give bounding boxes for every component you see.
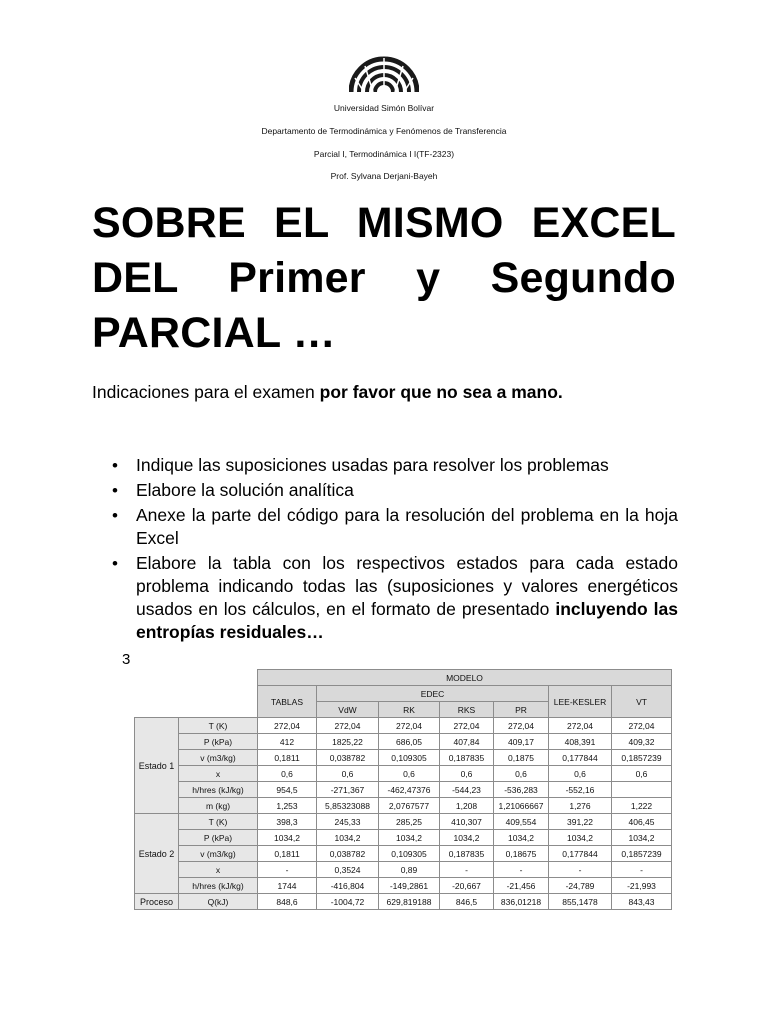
table-cell: 272,04 (379, 718, 440, 734)
table-cell: 0,109305 (379, 846, 440, 862)
table-cell: 0,6 (379, 766, 440, 782)
list-item-text: Elabore la tabla con los respectivos estados para cada estado problema indicando todas las (suposiciones y valores energéticos usados en los cálculos, en el formato de presentado (136, 553, 678, 619)
table-cell: 0,6 (258, 766, 317, 782)
table-cell: 409,17 (494, 734, 549, 750)
table-cell: 1,253 (258, 798, 317, 814)
table-cell: 409,32 (612, 734, 672, 750)
table-cell: 0,038782 (317, 846, 379, 862)
table-row (135, 830, 672, 846)
vdw-header: VdW (317, 702, 379, 718)
table-cell: 1034,2 (379, 830, 440, 846)
table-cell: 0,1811 (258, 846, 317, 862)
table-cell: -21,993 (612, 878, 672, 894)
table-cell: 686,05 (379, 734, 440, 750)
table-cell: 1,208 (440, 798, 494, 814)
table-cell: 410,307 (440, 814, 494, 830)
page-title (92, 196, 676, 361)
table-row (135, 718, 672, 734)
list-item-text: Indique las suposiciones usadas para resolver los problemas (136, 455, 609, 475)
table-cell: 0,177844 (549, 750, 612, 766)
university-logo (349, 52, 419, 94)
title-line-2: DEL Primer y Segundo (92, 254, 676, 302)
table-cell: 0,89 (379, 862, 440, 878)
title-line-1: SOBRE EL MISMO EXCEL (92, 199, 676, 247)
table-cell: -20,667 (440, 878, 494, 894)
table-cell: 836,01218 (494, 894, 549, 910)
table-cell: 1,21066667 (494, 798, 549, 814)
table-cell: - (440, 862, 494, 878)
modelo-header: MODELO (258, 670, 672, 686)
table-cell: 0,6 (494, 766, 549, 782)
table-cell: 1034,2 (258, 830, 317, 846)
list-item (112, 454, 678, 477)
list-item-bold: incluyendo las entropías residuales… (136, 599, 679, 642)
bullet-icon: • (112, 554, 118, 573)
professor-name: Prof. Sylvana Derjani-Bayeh (330, 171, 438, 181)
table-cell: 272,04 (258, 718, 317, 734)
table-cell: - (612, 862, 672, 878)
row-label: h/hres (kJ/kg) (179, 878, 258, 894)
row-label: P (kPa) (179, 830, 258, 846)
table-cell: 0,187835 (440, 846, 494, 862)
table-cell: 272,04 (494, 718, 549, 734)
table-cell: 0,1857239 (612, 750, 672, 766)
table-cell: -24,789 (549, 878, 612, 894)
table-cell: 0,18675 (494, 846, 549, 862)
table-cell: 5,85323088 (317, 798, 379, 814)
table-cell: - (549, 862, 612, 878)
instructions-prefix: Indicaciones para el examen (92, 382, 320, 402)
table-cell: 272,04 (549, 718, 612, 734)
table-row (135, 814, 672, 830)
table-cell: 412 (258, 734, 317, 750)
table-cell: 1034,2 (612, 830, 672, 846)
table-cell: 1744 (258, 878, 317, 894)
row-label: Q(kJ) (179, 894, 258, 910)
pr-header: PR (494, 702, 549, 718)
row-label: T (K) (179, 814, 258, 830)
table-cell: 0,187835 (440, 750, 494, 766)
table-cell: 272,04 (612, 718, 672, 734)
row-label: x (179, 766, 258, 782)
title-line-3: PARCIAL … (92, 309, 336, 357)
instructions-bold: por favor que no sea a mano. (319, 382, 563, 402)
table-cell: 1825,22 (317, 734, 379, 750)
table-cell: 1034,2 (440, 830, 494, 846)
table-cell: 0,3524 (317, 862, 379, 878)
table-cell: 0,1875 (494, 750, 549, 766)
table-cell (612, 782, 672, 798)
table-cell: 0,6 (440, 766, 494, 782)
table-cell: 0,6 (317, 766, 379, 782)
table-cell: -1004,72 (317, 894, 379, 910)
row-label: x (179, 862, 258, 878)
table-cell: - (258, 862, 317, 878)
course-name: Parcial I, Termodinámica I I(TF-2323) (313, 149, 455, 159)
rk-header: RK (379, 702, 440, 718)
table-cell: 409,554 (494, 814, 549, 830)
list-item (112, 504, 678, 550)
table-cell: -552,16 (549, 782, 612, 798)
department-name: Departamento de Termodinámica y Fenómenos de Transferencia (261, 126, 507, 136)
rks-header: RKS (440, 702, 494, 718)
table-cell: 0,6 (612, 766, 672, 782)
table-cell: 0,1857239 (612, 846, 672, 862)
table-cell: 285,25 (379, 814, 440, 830)
estado-2-label: Estado 2 (135, 814, 179, 894)
table-cell: 1,222 (612, 798, 672, 814)
estado-1-label: Estado 1 (135, 718, 179, 814)
table-cell: -271,367 (317, 782, 379, 798)
list-item-text: Elabore la solución analítica (136, 480, 354, 500)
row-label: v (m3/kg) (179, 846, 258, 862)
table-cell: 245,33 (317, 814, 379, 830)
table-cell: -544,23 (440, 782, 494, 798)
table-cell: -536,283 (494, 782, 549, 798)
university-name: Universidad Simón Bolívar (333, 103, 435, 113)
list-item (112, 479, 678, 502)
table-cell: -416,804 (317, 878, 379, 894)
table-cell: 0,177844 (549, 846, 612, 862)
table-cell: 408,391 (549, 734, 612, 750)
table-row (135, 862, 672, 878)
table-cell: 1034,2 (494, 830, 549, 846)
table-row (135, 798, 672, 814)
table-cell: 272,04 (440, 718, 494, 734)
instructions (92, 380, 692, 404)
table-row (135, 750, 672, 766)
table-cell: 0,1811 (258, 750, 317, 766)
results-table (134, 669, 672, 910)
lee-kesler-header: LEE-KESLER (549, 686, 612, 718)
table-cell: 843,43 (612, 894, 672, 910)
table-cell: 1,276 (549, 798, 612, 814)
bullet-icon: • (112, 456, 118, 475)
table-cell: 0,109305 (379, 750, 440, 766)
number-label: 3 (122, 651, 131, 668)
list-item (112, 552, 678, 644)
table-cell: 848,6 (258, 894, 317, 910)
row-label: h/hres (kJ/kg) (179, 782, 258, 798)
row-label: T (K) (179, 718, 258, 734)
table-cell: 2,0767577 (379, 798, 440, 814)
table-cell: 855,1478 (549, 894, 612, 910)
table-row (135, 734, 672, 750)
table-cell: 0,038782 (317, 750, 379, 766)
table-row (135, 894, 672, 910)
row-label: P (kPa) (179, 734, 258, 750)
proceso-label: Proceso (135, 894, 179, 910)
table-cell: 407,84 (440, 734, 494, 750)
table-cell: 954,5 (258, 782, 317, 798)
table-cell: 0,6 (549, 766, 612, 782)
table-cell: 272,04 (317, 718, 379, 734)
table-row (135, 766, 672, 782)
table-cell: 629,819188 (379, 894, 440, 910)
table-row (135, 846, 672, 862)
table-cell: -21,456 (494, 878, 549, 894)
list-item-text: Anexe la parte del código para la resolución del problema en la hoja Excel (136, 505, 678, 548)
tablas-header: TABLAS (258, 686, 317, 718)
table-cell: 1034,2 (317, 830, 379, 846)
row-label: m (kg) (179, 798, 258, 814)
instructions-list (112, 454, 678, 646)
bullet-icon: • (112, 481, 118, 500)
table-cell: 398,3 (258, 814, 317, 830)
table-cell: 406,45 (612, 814, 672, 830)
table-cell: -462,47376 (379, 782, 440, 798)
row-label: v (m3/kg) (179, 750, 258, 766)
table-cell: 1034,2 (549, 830, 612, 846)
table-cell: - (494, 862, 549, 878)
table-cell: 391,22 (549, 814, 612, 830)
table-cell: 846,5 (440, 894, 494, 910)
table-row (135, 878, 672, 894)
edec-header: EDEC (317, 686, 549, 702)
table-row (135, 782, 672, 798)
table-cell: -149,2861 (379, 878, 440, 894)
bullet-icon: • (112, 506, 118, 525)
vt-header: VT (612, 686, 672, 718)
